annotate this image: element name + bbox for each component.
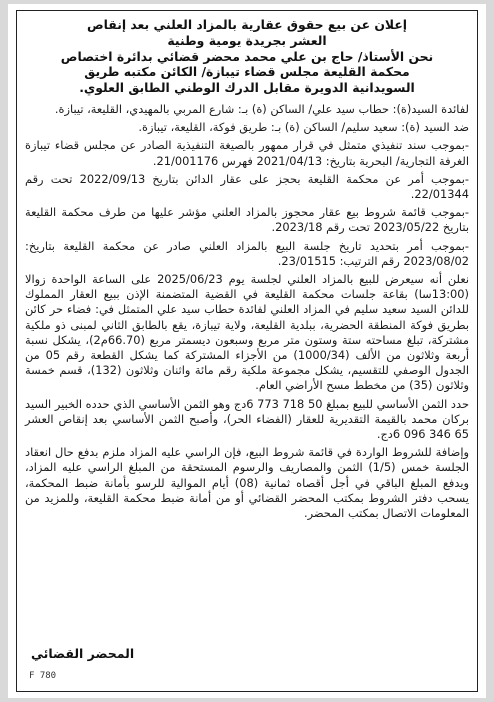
reference-code: F 780 — [29, 671, 57, 681]
defendant-paragraph: ضد السيد (ة): سعيد سليم/ الساكن (ة) بـ: طريق فوكة، القليعة، تيبازة. — [138, 120, 469, 135]
hearing-date-order-paragraph: -بموجب أمر بتحديد تاريخ جلسة البيع بالمزاد العلني صادر عن محكمة القليعة بتاريخ: 2023/08/02 رقم الترتيب: 23/01515. — [25, 238, 469, 268]
base-price-paragraph: حدد الثمن الأساسي للبيع بمبلغ 50 718 773 6دج وهو الثمن الأساسي الذي حدده الخبير السيد بركان محمد بالقيمة التقديرية للعقار (الفضاء الحر)، وأصبح الثمن الأساسي بعد إنقاص العشر 65 346 096 6دج. — [25, 396, 469, 442]
header-line-4: محكمة القليعة مجلس قضاء تيبازة/ الكائن مكتبه طريق — [84, 64, 410, 80]
header-line-3: نحن الأستاذ/ حاج بن علي محمد محضر قضائي بدائرة اختصاص — [60, 48, 434, 64]
header-line-5: السويدانية الدويرة مقابل الدرك الوطني الطابق العلوي. — [79, 80, 415, 96]
beneficiary-paragraph: لفائدة السيد(ة): حطاب سيد علي/ الساكن (ة) بـ: شارع المربي بالمهيدي، القليعة، تيبازة. — [54, 101, 469, 116]
newspaper-clipping — [8, 4, 486, 698]
announcement-frame — [16, 10, 478, 692]
payment-terms-paragraph: وإضافة للشروط الواردة في قائمة شروط البيع، فإن الراسي عليه المزاد ملزم بدفع حال انعقاد الجلسة خمس (1/5) الثمن والمصاريف والرسوم المستحقة من المبلغ الراسي عليه المزاد، ويدفع المبلغ الباقي في أجل أقصاه ثمانية (08) أيام الموالية للرسو بأمانة ضبط المحكمة، يسحب دفتر الشروط بمكتب المحضر القضائي أو من أمانة ضبط محكمة القليعة، وللمزيد من المعلومات الاتصال بمكتب المحضر. — [25, 445, 469, 521]
signature: المحضر القضائي — [31, 646, 135, 661]
executive-title-paragraph: -بموجب سند تنفيذي متمثل في قرار ممهور بالصيغة التنفيذية الصادر عن مجلس قضاء تيبازة الغرفة التجارية/ البحرية بتاريخ: 2021/04/13 فهرس 21/001176. — [25, 138, 469, 168]
announcement-body — [25, 102, 469, 521]
sale-notice-paragraph: نعلن أنه سيعرض للبيع بالمزاد العلني لجلسة يوم 2025/06/23 على الساعة الواحدة زوالا (13:00سا) بقاعة جلسات محكمة القليعة في القضية المتضمنة الإذن ببيع العقار المملوك للدائن السيد سعيد سليم في المزاد العلني لفائدة حطاب سيد علي المتمثل في: فضاء حر كائن بطريق فوكة المنطقة الحضرية، ببلدية القليعة، ولاية تيبازة، يقع بالطابق الثاني لمبنى ذو ملكية مشتركة، تبلغ مساحته ستة وستون متر مربع وسبعون ديسمتر مربع (66.70م2)، يشكل نسبة أربعة وثلاثون من الألف (1000/34) من الأجزاء المشتركة كما يشكل القطعة رقم 05 من الجدول الوصفي للتقسيم، يشكل مجموعة ملكية رقم مائة واثنان وثلاثون (132)، قسم خمسة وثلاثون (35) من مخطط مسح الأراضي العام. — [25, 272, 469, 393]
conditions-list-paragraph: -بموجب قائمة شروط بيع عقار محجوز بالمزاد العلني مؤشر عليها من طرف محكمة القليعة بتاريخ 2023/05/22 تحت رقم 2023/18. — [25, 205, 469, 235]
header-line-1: إعلان عن بيع حقوق عقارية بالمزاد العلني بعد إنقاص — [86, 17, 408, 32]
header-line-2: العشر بجريدة يومية وطنية — [167, 32, 327, 48]
seizure-order-paragraph: -بموجب أمر عن محكمة القليعة بحجز على عقار الدائن بتاريخ 2022/09/13 تحت رقم 22/01344. — [25, 171, 469, 201]
announcement-header — [25, 17, 469, 96]
